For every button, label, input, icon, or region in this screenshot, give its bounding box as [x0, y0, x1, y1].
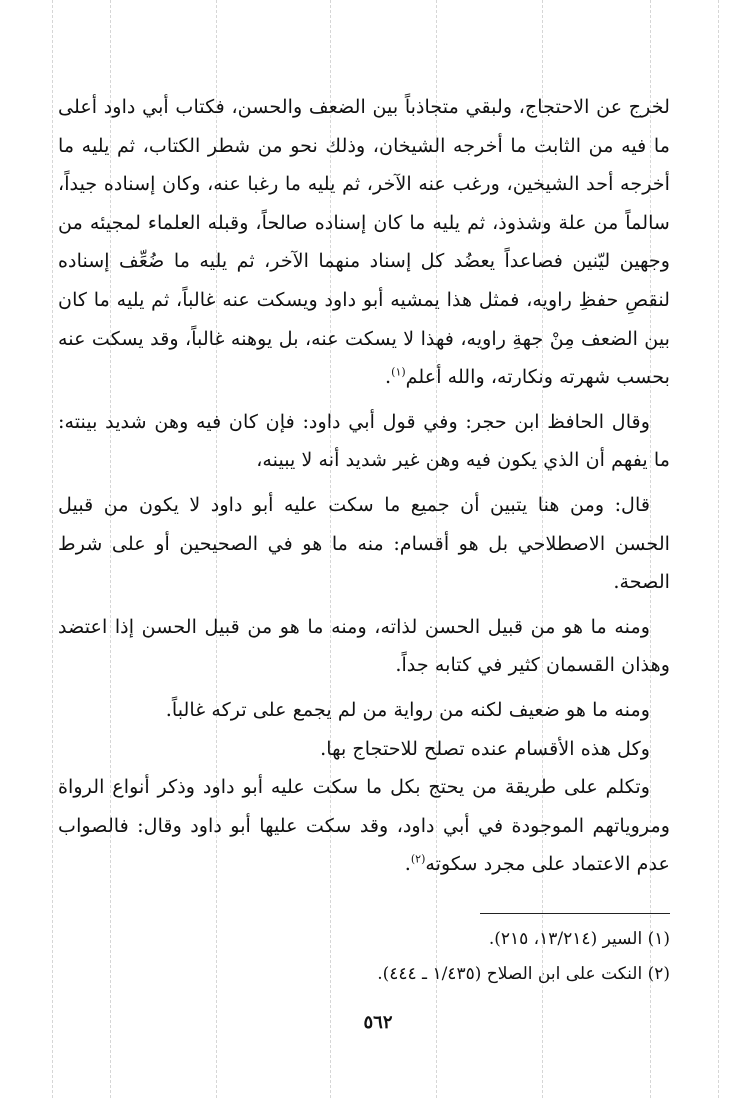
page-number: ٥٦٢: [363, 1012, 393, 1033]
paragraph: ومنه ما هو ضعيف لكنه من رواية من لم يجمع على تركه غالباً.: [165, 697, 650, 721]
footnote-divider: [480, 913, 670, 914]
footnotes: [58, 922, 670, 992]
footnote-ref: (٢): [410, 852, 426, 866]
paragraph: وكل هذه الأقسام عنده تصلح للاحتجاج بها.: [320, 736, 650, 760]
main-text: [58, 88, 670, 884]
paragraph: ومنه ما هو من قبيل الحسن لذاته، ومنه ما هو من قبيل الحسن إذا اعتضد وهذان القسمان كثير في كتابه جداً.: [58, 614, 670, 677]
paragraph: لخرج عن الاحتجاج، ولبقي متجاذباً بين الضعف والحسن، فكتاب أبي داود أعلى ما فيه من الثابت ما أخرجه الشيخان، وذلك نحو من شطر الكتاب، ثم يليه ما أخرجه أحد الشيخين، ورغب عنه الآخر، ثم يليه ما رغبا عنه، وكان إسناده جيداً، سالماً من علة وشذوذ، ثم يليه ما كان إسناده صالحاً، وقبله العلماء لمجيئه من وجهين ليّنين فصاعداً يعضُد كل إسناد منهما الآخر، ثم يليه ما ضُعِّف إسناده لنقصِ حفظِ راويه، فمثل هذا يمشيه أبو داود ويسكت عنه غالباً، ثم يليه ما كان بين الضعف مِنْ جهةِ راويه، فهذا لا يسكت عنه، بل يوهنه غالباً، وقد يسكت عنه بحسب شهرته ونكارته، والله أعلم$^{(١)}$.: [58, 95, 670, 389]
guide-line: [718, 0, 719, 1098]
footnote-ref: (١): [391, 365, 406, 379]
paragraph: قال: ومن هنا يتبين أن جميع ما سكت عليه أبو داود لا يكون من قبيل الحسن الاصطلاحي بل هو أقسام: منه ما هو في الصحيحين أو على شرط الصحة.: [58, 492, 670, 594]
footnote: (٢) النكت على ابن الصلاح (١/٤٣٥ ـ ٤٤٤).: [377, 964, 670, 984]
footnote: (١) السير (١٣/٢١٤، ٢١٥).: [488, 929, 670, 949]
paragraph: وقال الحافظ ابن حجر: وفي قول أبي داود: فإن كان فيه وهن شديد بينته: ما يفهم أن الذي يكون فيه وهن غير شديد أنه لا يبينه،: [58, 409, 670, 472]
guide-line: [52, 0, 53, 1098]
paragraph: وتكلم على طريقة من يحتج بكل ما سكت عليه أبو داود وذكر أنواع الرواة ومروياتهم الموجودة في أبي داود، وقد سكت عليها أبو داود وقال: فالصواب عدم الاعتماد على مجرد سكوته$^{(٢)}$.: [58, 775, 670, 876]
